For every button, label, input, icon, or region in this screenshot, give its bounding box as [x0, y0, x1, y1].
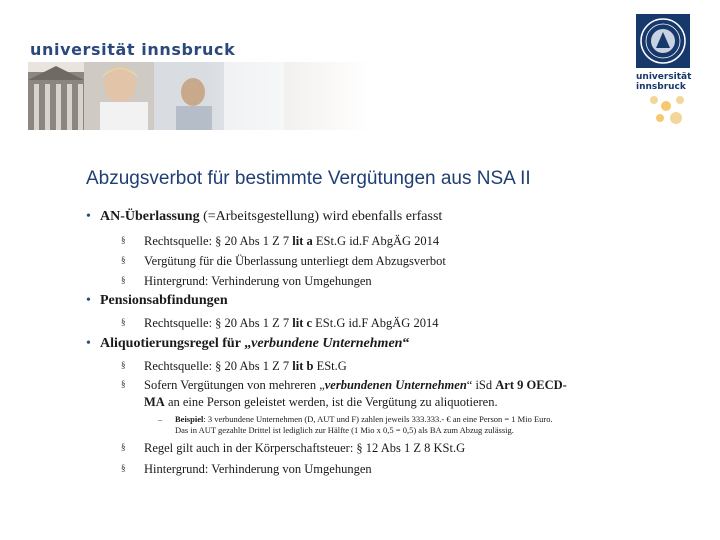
- dash-bullet-icon: –: [158, 414, 163, 424]
- sub-text: Regel gilt auch in der Körperschaftsteuer: § 12 Abs 1 Z 8 KSt.G: [144, 441, 466, 455]
- sub-text-post: ESt.G id.F AbgÄG 2014: [312, 316, 439, 330]
- bullet-icon: •: [86, 336, 91, 351]
- item-title: Pensionsabfindungen: [100, 293, 228, 308]
- sub-text: Sofern Vergütungen von mehreren „: [144, 378, 325, 392]
- section-bullet-icon: §: [121, 317, 126, 327]
- sub-text: Rechtsquelle: § 20 Abs 1 Z 7: [144, 359, 293, 373]
- sub-text: an eine Person geleistet werden, ist die Vergütung zu aliquotieren.: [164, 395, 498, 409]
- section-bullet-icon: §: [121, 463, 126, 473]
- logo-text-line1: universität: [636, 72, 692, 82]
- logo-text-line2: innsbruck: [636, 82, 686, 92]
- item-title: Aliquotierungsregel für „: [100, 336, 252, 351]
- section-bullet-icon: §: [121, 360, 126, 370]
- logo-pattern-icon: [646, 92, 690, 128]
- sub-text-mid: “ iSd: [466, 378, 496, 392]
- example-text-line1: : 3 verbundene Unternehmen (D, AUT und F) zahlen jeweils 333.333.- € an eine Person = 1 Mio Euro.: [203, 414, 553, 424]
- item-rest: (=Arbeitsgestellung) wird ebenfalls erfasst: [199, 209, 443, 224]
- header: [0, 0, 720, 150]
- university-seal-icon: [636, 14, 690, 68]
- sub-text: Vergütung für die Überlassung unterliegt dem Abzugsverbot: [144, 254, 446, 268]
- section-bullet-icon: §: [121, 235, 126, 245]
- sub-text: Rechtsquelle: § 20 Abs 1 Z 7: [144, 234, 293, 248]
- section-bullet-icon: §: [121, 275, 126, 285]
- sub-text: Hintergrund: Verhinderung von Umgehungen: [144, 462, 372, 476]
- sub-bold: MA: [144, 395, 165, 409]
- sub-text: Rechtsquelle: § 20 Abs 1 Z 7: [144, 316, 293, 330]
- item-title-emphasis: verbundene Unternehmen: [251, 336, 403, 351]
- logo-wordmark: [636, 72, 690, 92]
- sub-bold: lit a: [292, 234, 313, 248]
- sub-bold: lit b: [292, 359, 314, 373]
- item-title-close: “: [402, 336, 410, 351]
- sub-emphasis: verbundenen Unternehmen: [324, 378, 467, 392]
- university-logo: [636, 14, 690, 114]
- photo-fade: [28, 62, 620, 130]
- sub-bold: Art 9 OECD-: [495, 378, 567, 392]
- example-text-line2: Das in AUT gezahlte Drittel ist lediglich zur Hälfte (1 Mio x 0,5 = 0,5) als BA zum Abzug zulässig.: [175, 425, 514, 435]
- header-photo: [28, 62, 620, 130]
- bullet-icon: •: [86, 209, 91, 224]
- brand-wordmark: universität innsbruck: [30, 40, 236, 59]
- sub-bold: lit c: [292, 316, 313, 330]
- section-bullet-icon: §: [121, 379, 126, 389]
- sub-text-post: ESt.G id.F AbgÄG 2014: [312, 234, 440, 248]
- section-bullet-icon: §: [121, 255, 126, 265]
- item-title: AN-Überlassung: [100, 209, 200, 224]
- bullet-icon: •: [86, 293, 91, 308]
- sub-text: Hintergrund: Verhinderung von Umgehungen: [144, 274, 372, 288]
- section-bullet-icon: §: [121, 442, 126, 452]
- slide-title: Abzugsverbot für bestimmte Vergütungen aus NSA II: [86, 168, 531, 189]
- example-label: Beispiel: [175, 414, 204, 424]
- sub-text-post: ESt.G: [313, 359, 347, 373]
